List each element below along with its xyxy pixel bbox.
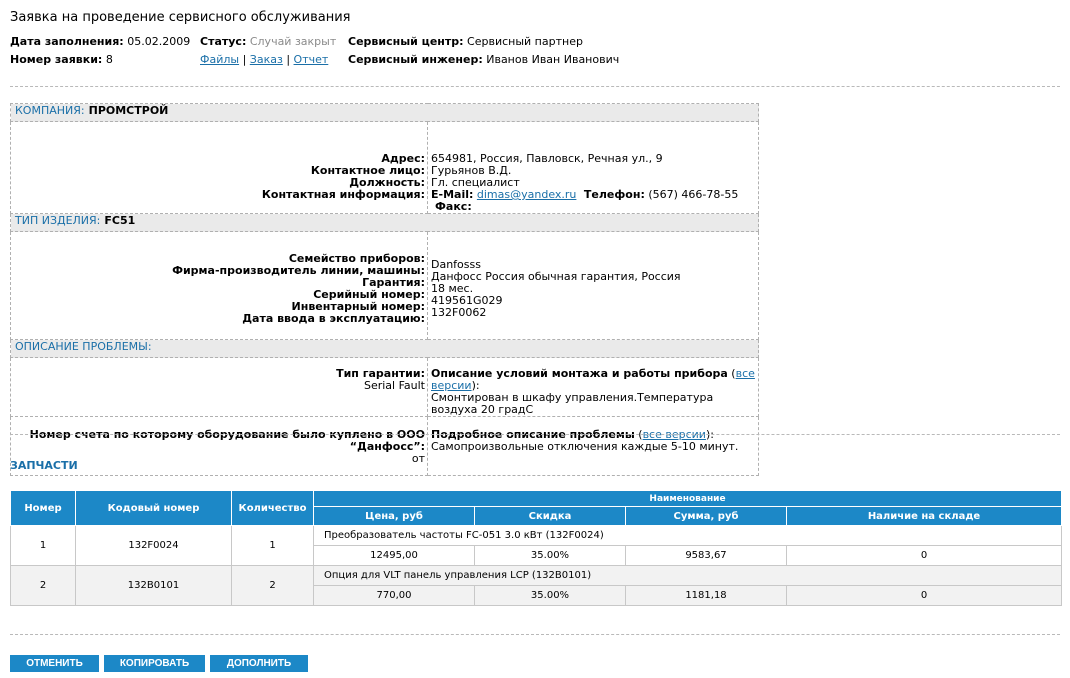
row-discount: 35.00% [475,546,626,566]
files-link[interactable]: Файлы [200,53,240,66]
company-values [428,122,759,214]
row-stock: 0 [787,546,1062,566]
detail-cell: Подробное описание проблемы (все версии): Самопроизвольные отключения каждые 5-10 минут. [428,417,759,476]
table-row [11,526,1062,546]
family-label: Семейство приборов: [288,252,425,265]
header-price: Цена, руб [314,507,475,526]
status-value: Случай закрыт [249,35,337,48]
service-center-label: Сервисный центр: [348,35,464,48]
email-link[interactable]: dimas@yandex.ru [476,188,577,201]
cancel-button[interactable]: ОТМЕНИТЬ [10,655,99,672]
link-separator: | [286,53,291,66]
inventory-value: 132F0062 [431,306,487,319]
row-qty: 2 [232,566,314,606]
position-label: Должность: [349,176,425,189]
divider [10,634,1060,635]
contact-label: Контактное лицо: [310,164,425,177]
divider [10,434,1060,435]
request-number-value: 8 [105,53,113,66]
header-qty: Количество [232,491,314,526]
order-link[interactable]: Заказ [249,53,283,66]
company-name: ПРОМСТРОЙ [88,104,169,117]
warranty-value: 18 мес. [431,282,474,295]
family-value: Danfosss [431,258,481,271]
row-price: 770,00 [314,586,475,606]
warranty-type-label: Тип гарантии: [336,367,425,380]
detail-label: Подробное описание проблемы [431,428,635,441]
divider [10,86,1060,87]
link-separator: | [242,53,247,66]
invoice-value: от [411,452,425,465]
parts-title: ЗАПЧАСТИ [10,459,78,472]
phone-label: Телефон: [583,188,645,201]
engineer-label: Сервисный инженер: [348,53,483,66]
header-sum: Сумма, руб [626,507,787,526]
email-label: E-Mail: [431,188,474,201]
page-title: Заявка на проведение сервисного обслуживания [10,10,351,25]
report-link[interactable]: Отчет [293,53,329,66]
product-name: FC51 [104,214,136,227]
position-value: Гл. специалист [431,176,520,189]
table-row [11,566,1062,586]
install-cell: Описание условий монтажа и работы прибора (все версии): Смонтирован в шкафу управления.Температура воздуха 20 градС [428,358,759,417]
row-code: 132F0024 [76,526,232,566]
service-center-value: Сервисный партнер [467,35,583,48]
install-text: Смонтирован в шкафу управления.Температура воздуха 20 градС [431,391,714,416]
meta-status [200,33,336,69]
parts-table [10,490,1062,606]
engineer-value: Иванов Иван Иванович [486,53,620,66]
contact-info-value [431,189,755,213]
row-discount: 35.00% [475,586,626,606]
serial-value: 419561G029 [431,294,503,307]
request-number-label: Номер заявки: [10,53,103,66]
row-name: Преобразователь частоты FC-051 3.0 кВт (132F0024) [314,526,1062,546]
parts-header-row [11,491,1062,507]
company-labels [11,122,428,214]
header-code: Кодовый номер [76,491,232,526]
status-label: Статус: [200,35,247,48]
row-name: Опция для VLT панель управления LCP (132B0101) [314,566,1062,586]
meta-right [348,33,619,69]
phone-value: (567) 466-78-55 [648,188,739,201]
header-discount: Скидка [475,507,626,526]
install-versions-link[interactable]: все версии [431,367,755,392]
install-label: Описание условий монтажа и работы прибора [431,367,728,380]
warranty-type-value: Serial Fault [363,379,425,392]
header-number: Номер [11,491,76,526]
fax-label: Факс: [435,200,472,213]
address-value: 654981, Россия, Павловск, Речная ул., 9 [431,152,663,165]
request-info-table [10,103,759,476]
supplement-button[interactable]: ДОПОЛНИТЬ [210,655,308,672]
maker-value: Данфосс Россия обычная гарантия, Россия [431,270,681,283]
contact-info-label: Контактная информация: [261,188,425,201]
commission-date-label: Дата ввода в эксплуатацию: [242,312,425,325]
date-value: 05.02.2009 [127,35,191,48]
serial-label: Серийный номер: [313,288,425,301]
detail-versions-link[interactable]: все версии [642,428,706,441]
problem-details-2 [11,417,759,476]
row-qty: 1 [232,526,314,566]
product-section-label: ТИП ИЗДЕЛИЯ: [15,214,101,227]
meta-left [10,33,190,69]
invoice-label: Номер счета по которому оборудование было куплено в ООО “Данфосс”: [29,428,425,453]
product-values [428,232,759,340]
problem-section-header [11,340,759,358]
row-price: 12495,00 [314,546,475,566]
problem-details-1 [11,358,759,417]
product-details [11,232,759,340]
header-stock: Наличие на складе [787,507,1062,526]
company-section-header [11,104,759,122]
problem-section-label: ОПИСАНИЕ ПРОБЛЕМЫ: [15,340,152,353]
inventory-label: Инвентарный номер: [291,300,425,313]
maker-label: Фирма-производитель линии, машины: [172,264,425,277]
detail-text: Самопроизвольные отключения каждые 5-10 минут. [431,440,739,453]
contact-value: Гурьянов В.Д. [431,164,512,177]
company-section-label: КОМПАНИЯ: [15,104,85,117]
warranty-label: Гарантия: [362,276,425,289]
copy-button[interactable]: КОПИРОВАТЬ [104,655,205,672]
row-sum: 1181,18 [626,586,787,606]
row-number: 1 [11,526,76,566]
row-sum: 9583,67 [626,546,787,566]
row-code: 132B0101 [76,566,232,606]
row-stock: 0 [787,586,1062,606]
address-label: Адрес: [381,152,425,165]
product-labels [11,232,428,340]
warranty-type-cell [11,358,428,417]
product-section-header [11,214,759,232]
company-details [11,122,759,214]
date-label: Дата заполнения: [10,35,124,48]
row-number: 2 [11,566,76,606]
header-name: Наименование [314,491,1062,507]
